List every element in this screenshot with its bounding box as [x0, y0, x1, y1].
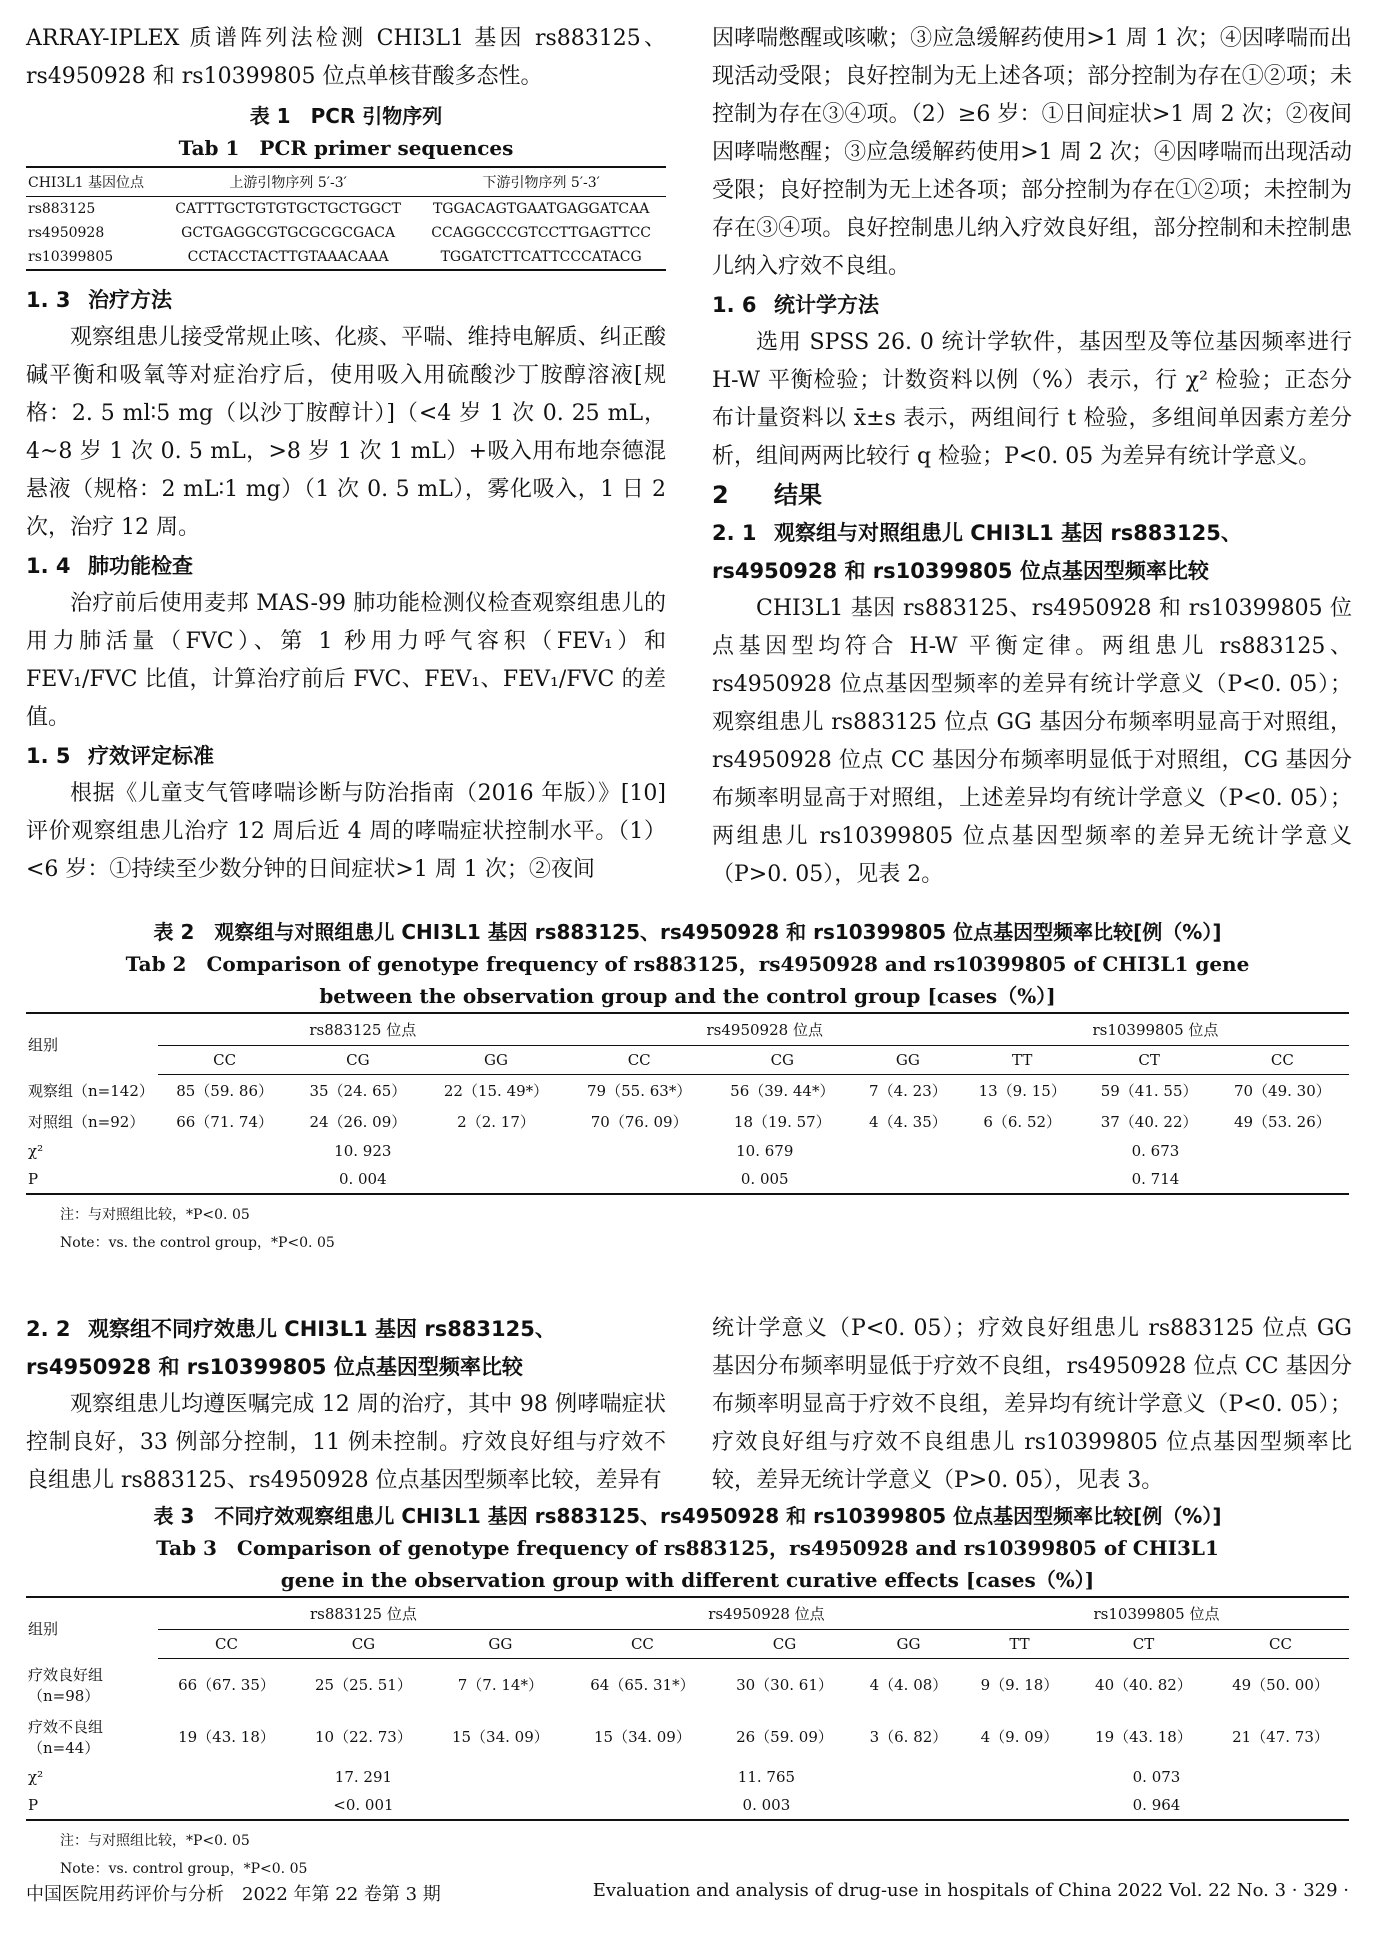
section-text: 根据《儿童支气管哮喘诊断与防治指南（2016 年版）》[10] 评价观察组患儿治疗 12 周后近 4 周的哮喘症状控制水平。（1）<6 岁：①持续至少数分钟的日间症状>1 周 1 次；②夜间: [26, 781, 666, 882]
genotype-header: GG: [853, 1630, 964, 1659]
table-row: [26, 1106, 1349, 1137]
genotype-header: CT: [1075, 1630, 1212, 1659]
table-cell: 49（53. 26）: [1233, 1113, 1331, 1131]
table-row: [26, 1791, 1349, 1820]
locus-header: rs10399805 位点: [964, 1597, 1349, 1630]
intro-text: ARRAY-IPLEX 质谱阵列法检测 CHI3L1 基因 rs883125、rs4950928 和 rs10399805 位点单核苷酸多态性。: [26, 26, 666, 89]
table-cell: 79（55. 63*）: [587, 1082, 692, 1100]
table3-title-cn: 表 3 不同疗效观察组患儿 CHI3L1 基因 rs883125、rs4950928 和 rs10399805 位点基因型频率比较[例（%）]: [153, 1504, 1222, 1528]
table-cell: 6（6. 52）: [983, 1113, 1062, 1131]
genotype-header: CG: [295, 1630, 432, 1659]
table2-block: [26, 916, 1349, 1257]
table-cell: <0. 001: [158, 1791, 569, 1820]
table-cell: 56（39. 44*）: [730, 1082, 835, 1100]
table-cell: 19（43. 18）: [178, 1728, 275, 1746]
table-cell: 0. 003: [569, 1791, 964, 1820]
left-column: [26, 20, 666, 889]
table2-title-en: Tab 2 Comparison of genotype frequency of rs883125，rs4950928 and rs10399805 of CHI3L1 gene between the observation group and the control group [cases（%）]: [125, 952, 1250, 1008]
table-cell: 9（9. 18）: [980, 1676, 1059, 1695]
section-2-2-right: [712, 1310, 1352, 1500]
row-label: χ²: [28, 1767, 44, 1786]
table-row: [26, 1165, 1349, 1194]
genotype-header: CG: [716, 1630, 853, 1659]
table-cell: 4（9. 09）: [980, 1728, 1059, 1746]
table-cell: 21（47. 73）: [1232, 1728, 1329, 1746]
footer-journal-en: Evaluation and analysis of drug-use in hospitals of China 2022 Vol. 22 No. 3 · 329 ·: [592, 1880, 1349, 1901]
row-label: χ²: [28, 1142, 44, 1160]
section-heading: 1. 4 肺功能检查: [26, 554, 193, 578]
table-cell: 15（34. 09）: [594, 1728, 691, 1746]
genotype-header: CC: [568, 1046, 711, 1075]
table-cell: 7（4. 23）: [869, 1082, 947, 1100]
section-heading: 1. 5 疗效评定标准: [26, 744, 214, 768]
table-cell: 59（41. 55）: [1100, 1082, 1198, 1100]
table-cell: CCAGGCCCGTCCTTGAGTTCC: [431, 225, 652, 241]
genotype-header: CC: [1212, 1630, 1349, 1659]
table-cell: 0. 673: [1131, 1142, 1180, 1160]
table-cell: 17. 291: [334, 1767, 393, 1786]
table-cell: 0. 073: [1132, 1767, 1181, 1786]
section-text: 统计学意义（P<0. 05）；疗效良好组患儿 rs883125 位点 GG 基因分布频率明显低于疗效不良组，rs4950928 位点 CC 基因分布频率明显高于疗效不良组，差异均有统计学意义（P<0. 05）；疗效良好组与疗效不良组患儿 rs10399805 位点基因型频率比较，差异无统计学意义（P>0. 05），见表 3。: [712, 1316, 1352, 1493]
section-text: 观察组患儿均遵医嘱完成 12 周的治疗，其中 98 例哮喘症状控制良好，33 例部分控制，11 例未控制。疗效良好组与疗效不良组患儿 rs883125、rs4950928 位点基因型频率比较，差异有: [26, 1392, 666, 1493]
table-cell: 0. 004: [158, 1165, 568, 1194]
genotype-header: TT: [964, 1630, 1075, 1659]
table-cell: 15（34. 09）: [451, 1728, 549, 1746]
table-cell: 35（24. 65）: [309, 1082, 407, 1100]
table-cell: rs10399805: [28, 249, 114, 265]
table-cell: 19（43. 18）: [1095, 1728, 1192, 1746]
table1-title-en: Tab 1 PCR primer sequences: [178, 136, 514, 160]
locus-header: rs883125 位点: [158, 1597, 569, 1630]
table3-title-en: Tab 3 Comparison of genotype frequency of rs883125，rs4950928 and rs10399805 of CHI3L1 gene in the observation group with different curative effects [cases（%）]: [156, 1536, 1219, 1592]
locus-header: rs4950928 位点: [568, 1013, 962, 1046]
table1-header: 下游引物序列 5′-3′: [482, 175, 600, 191]
table-cell: 10（22. 73）: [315, 1728, 412, 1746]
table-cell: 24（26. 09）: [309, 1113, 407, 1131]
row-label: 疗效不良组（n=44）: [28, 1717, 104, 1757]
section-text: 观察组患儿接受常规止咳、化痰、平喘、维持电解质、纠正酸碱平衡和吸氧等对症治疗后，使用吸入用硫酸沙丁胺醇溶液[规格：2. 5 ml∶5 mg（以沙丁胺醇计）]（<4 岁 1 次 0. 25 mL，4~8 岁 1 次 0. 5 mL，>8 岁 1 次 1 mL）+吸入用布地奈德混悬液（规格：2 mL∶1 mg）（1 次 0. 5 mL），雾化吸入，1 日 2 次，治疗 12 周。: [26, 325, 666, 540]
row-label: P: [26, 1791, 158, 1820]
genotype-header: CC: [158, 1630, 295, 1659]
table-row: [26, 1711, 1349, 1763]
table-cell: 0. 714: [962, 1165, 1349, 1194]
table-row: [26, 1763, 1349, 1791]
table-cell: GCTGAGGCGTGCGCGCGACA: [181, 225, 396, 241]
genotype-header: CC: [1216, 1046, 1349, 1075]
section-heading: 2 结果: [712, 481, 822, 509]
table-cell: 11. 765: [737, 1767, 796, 1786]
table-cell: 40（40. 82）: [1095, 1676, 1192, 1695]
table1-title-cn: 表 1 PCR 引物序列: [249, 104, 443, 128]
locus-header: rs883125 位点: [158, 1013, 568, 1046]
table-cell: 49（50. 00）: [1232, 1676, 1329, 1695]
table-cell: 70（49. 30）: [1233, 1082, 1331, 1100]
table-note: 注：与对照组比较，*P<0. 05: [60, 1832, 250, 1849]
table-cell: 64（65. 31*）: [590, 1676, 695, 1695]
row-label: 疗效良好组（n=98）: [28, 1665, 104, 1705]
table-row: [26, 221, 666, 245]
section-heading: 2. 2 观察组不同疗效患儿 CHI3L1 基因 rs883125、rs4950928 和 rs10399805 位点基因型频率比较: [26, 1317, 556, 1379]
genotype-header: CG: [291, 1046, 424, 1075]
table-row: [26, 1075, 1349, 1107]
table-cell: 22（15. 49*）: [443, 1082, 549, 1100]
table-note: Note：vs. control group，*P<0. 05: [60, 1860, 308, 1877]
genotype-header: TT: [962, 1046, 1083, 1075]
table-group-header: 组别: [28, 1035, 59, 1054]
table-row: [26, 197, 666, 222]
table-row: [26, 1137, 1349, 1165]
genotype-header: CT: [1083, 1046, 1216, 1075]
table-cell: rs4950928: [28, 225, 105, 241]
table-cell: 25（25. 51）: [315, 1676, 412, 1695]
table-cell: 2（2. 17）: [457, 1113, 535, 1131]
right-column: [712, 20, 1352, 894]
section-2-2-left: [26, 1310, 666, 1500]
table-group-header: 组别: [28, 1619, 59, 1638]
genotype-header: GG: [424, 1046, 567, 1075]
section-heading: 1. 3 治疗方法: [26, 288, 172, 312]
section-text: CHI3L1 基因 rs883125、rs4950928 和 rs10399805 位点基因型均符合 H-W 平衡定律。两组患儿 rs883125、rs4950928 位点基因型频率的差异有统计学意义（P<0. 05）；观察组患儿 rs883125 位点 GG 基因分布频率明显高于对照组，rs4950928 位点 CC 基因分布频率明显低于对照组，CG 基因分布频率明显高于对照组，上述差异均有统计学意义（P<0. 05）；两组患儿 rs10399805 位点基因型频率的差异无统计学意义（P>0. 05），见表 2。: [712, 596, 1352, 887]
section-text: 因哮喘憋醒或咳嗽；③应急缓解药使用>1 周 1 次；④因哮喘而出现活动受限；良好控制为无上述各项；部分控制为存在①②项；未控制为存在③④项。（2）≥6 岁：①日间症状>1 周 2 次；②夜间因哮喘憋醒；③应急缓解药使用>1 周 2 次；④因哮喘而出现活动受限；良好控制为无上述各项；部分控制为存在①②项；未控制为存在③④项。良好控制患儿纳入疗效良好组，部分控制和未控制患儿纳入疗效不良组。: [712, 26, 1352, 279]
locus-header: rs10399805 位点: [962, 1013, 1349, 1046]
table1-header: CHI3L1 基因位点: [28, 175, 145, 191]
table-cell: CCTACCTACTTGTAAACAAA: [187, 249, 389, 265]
table-cell: 66（71. 74）: [176, 1113, 274, 1131]
table-cell: 3（6. 82）: [869, 1728, 948, 1746]
genotype-header: CC: [569, 1630, 716, 1659]
table2: [26, 1012, 1349, 1195]
page-footer: [26, 1880, 1349, 1906]
table-cell: 18（19. 57）: [733, 1113, 831, 1131]
table-note: 注：与对照组比较，*P<0. 05: [60, 1207, 250, 1223]
table-cell: 85（59. 86）: [176, 1082, 274, 1100]
table3: [26, 1596, 1349, 1821]
table-cell: CATTTGCTGTGTGCTGCTGGCT: [175, 201, 401, 217]
row-label: 观察组（n=142）: [28, 1081, 154, 1100]
row-label: 对照组（n=92）: [28, 1113, 145, 1131]
table-cell: 0. 964: [964, 1791, 1349, 1820]
table-cell: 70（76. 09）: [590, 1113, 688, 1131]
genotype-header: CC: [158, 1046, 291, 1075]
table-cell: 26（59. 09）: [736, 1728, 833, 1746]
table2-title-cn: 表 2 观察组与对照组患儿 CHI3L1 基因 rs883125、rs4950928 和 rs10399805 位点基因型频率比较[例（%）]: [153, 920, 1222, 944]
section-heading: 2. 1 观察组与对照组患儿 CHI3L1 基因 rs883125、rs4950928 和 rs10399805 位点基因型频率比较: [712, 521, 1242, 583]
table-cell: 30（30. 61）: [736, 1676, 833, 1695]
table3-block: [26, 1500, 1349, 1883]
table1: [26, 166, 666, 271]
table-cell: TGGATCTTCATTCCCATACG: [440, 249, 642, 265]
table-row: [26, 245, 666, 270]
table-cell: 0. 005: [568, 1165, 962, 1194]
table-cell: 10. 923: [334, 1142, 392, 1160]
table-cell: rs883125: [28, 201, 96, 217]
table1-header: 上游引物序列 5′-3′: [229, 175, 347, 191]
genotype-header: GG: [432, 1630, 569, 1659]
table-note: Note：vs. the control group，*P<0. 05: [60, 1235, 335, 1251]
table-cell: 7（7. 14*）: [457, 1676, 543, 1695]
section-text: 治疗前后使用麦邦 MAS-99 肺功能检测仪检查观察组患儿的用力肺活量（FVC）、第 1 秒用力呼气容积（FEV₁）和 FEV₁/FVC 比值，计算治疗前后 FVC、FEV₁、FEV₁/FVC 的差值。: [26, 591, 666, 730]
table-row: [26, 1659, 1349, 1711]
section-heading: 1. 6 统计学方法: [712, 293, 879, 317]
table-cell: 4（4. 35）: [869, 1113, 947, 1131]
row-label: P: [26, 1165, 158, 1194]
footer-journal-cn: 中国医院用药评价与分析 2022 年第 22 卷第 3 期: [26, 1884, 441, 1905]
table-cell: 37（40. 22）: [1100, 1113, 1198, 1131]
genotype-header: CG: [711, 1046, 854, 1075]
locus-header: rs4950928 位点: [569, 1597, 964, 1630]
table-cell: 10. 679: [736, 1142, 794, 1160]
table-cell: TGGACAGTGAATGAGGATCAA: [432, 201, 650, 217]
table-cell: 13（9. 15）: [978, 1082, 1066, 1100]
table-cell: 66（67. 35）: [178, 1676, 275, 1695]
table-cell: 4（4. 08）: [869, 1676, 948, 1695]
section-text: 选用 SPSS 26. 0 统计学软件，基因型及等位基因频率进行 H-W 平衡检验；计数资料以例（%）表示，行 χ² 检验；正态分布计量资料以 x̄±s 表示，两组间行 t 检验，多组间单因素方差分析，组间两两比较行 q 检验；P<0. 05 为差异有统计学意义。: [712, 330, 1352, 469]
genotype-header: GG: [854, 1046, 962, 1075]
